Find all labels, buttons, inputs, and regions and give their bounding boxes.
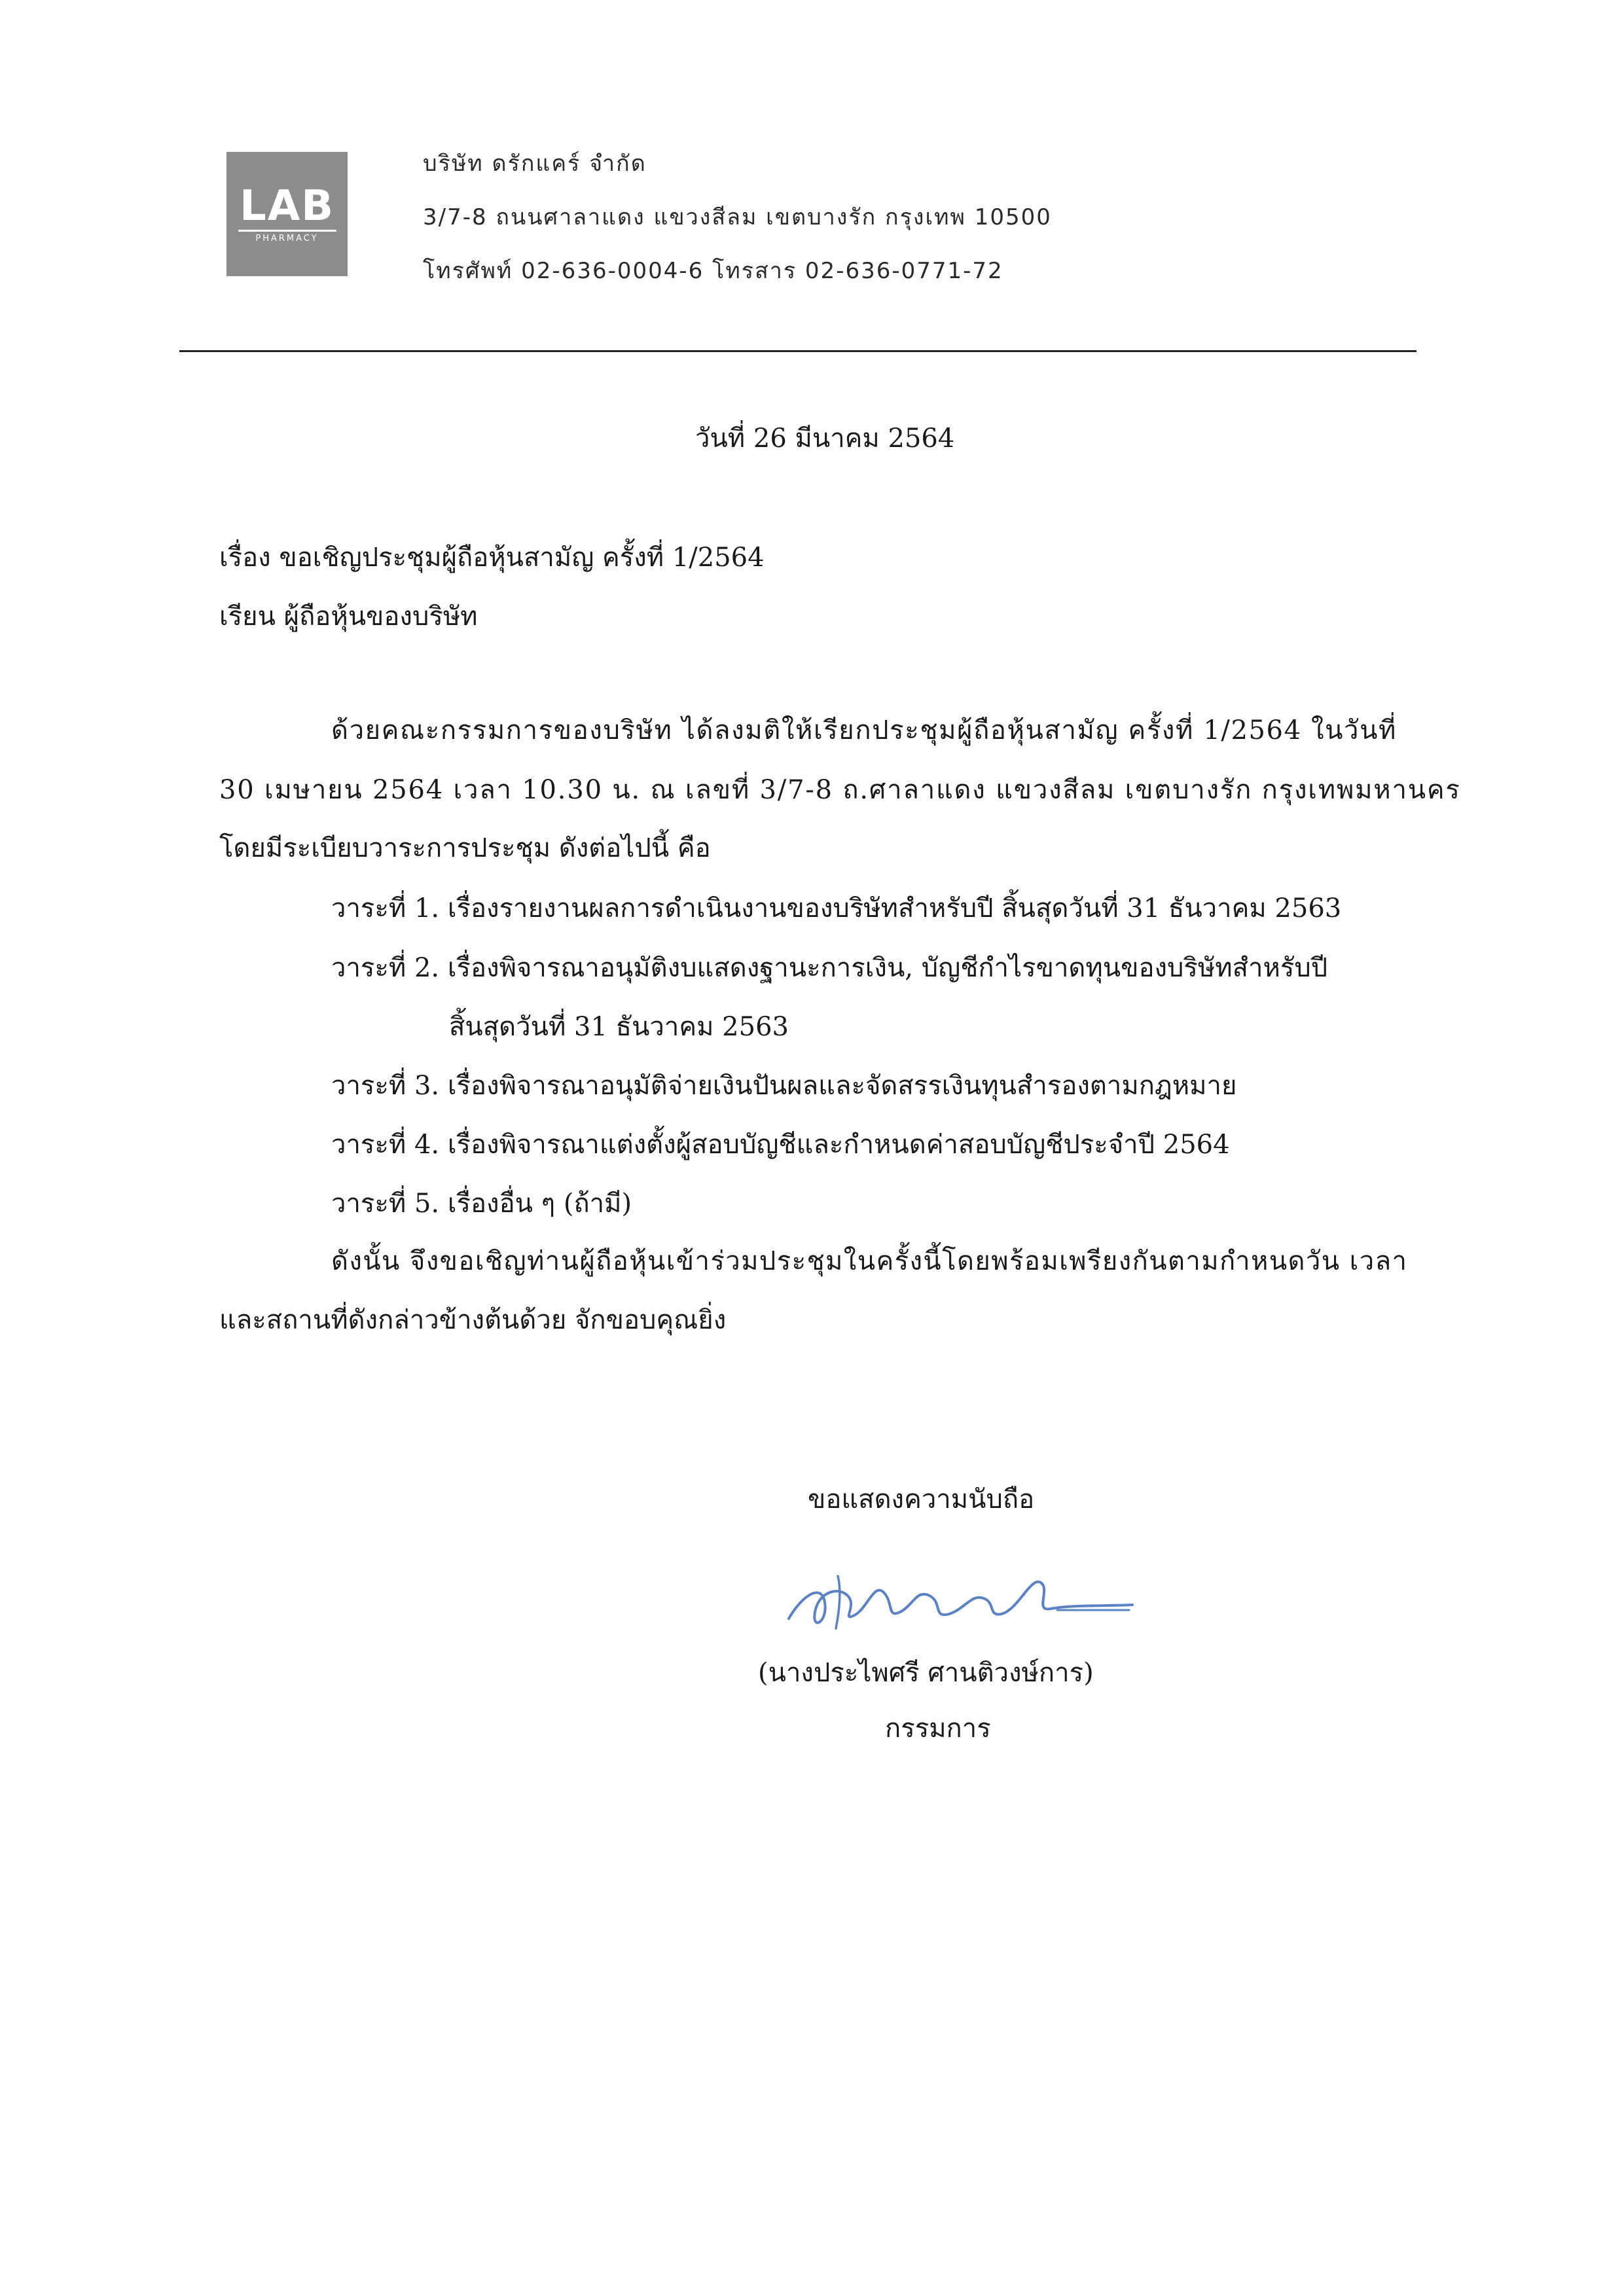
signer-name: (นางประไพศรี ศานติวงษ์การ) — [758, 1658, 1094, 1688]
agenda-item-2: วาระที่ 2. เรื่องพิจารณาอนุมัติงบแสดงฐานะการเงิน, บัญชีกำไรขาดทุนของบริษัทสำหรับปี — [331, 953, 1328, 983]
signature-icon — [776, 1556, 1142, 1641]
logo-sub-text: PHARMACY — [238, 230, 336, 243]
body-line-2: 30 เมษายน 2564 เวลา 10.30 น. ณ เลขที่ 3/7-8 ถ.ศาลาแดง แขวงสีลม เขตบางรัก กรุงเทพมหานคร — [219, 775, 1461, 805]
letter-recipient: เรียน ผู้ถือหุ้นของบริษัท — [219, 601, 478, 632]
body-line-1: ด้วยคณะกรรมการของบริษัท ได้ลงมติให้เรียกประชุมผู้ถือหุ้นสามัญ ครั้งที่ 1/2564 ในวันที่ — [331, 715, 1398, 745]
sign-off: ขอแสดงความนับถือ — [808, 1484, 1035, 1515]
closing-line-1: ดังนั้น จึงขอเชิญท่านผู้ถือหุ้นเข้าร่วมประชุมในครั้งนี้โดยพร้อมเพรียงกันตามกำหนดวัน เวลา — [331, 1246, 1408, 1276]
agenda-item-2-cont: สิ้นสุดวันที่ 31 ธันวาคม 2563 — [449, 1012, 789, 1042]
company-address: 3/7-8 ถนนศาลาแดง แขวงสีลม เขตบางรัก กรุงเทพ 10500 — [423, 204, 1052, 230]
closing-line-2: และสถานที่ดังกล่าวข้างต้นด้วย จักขอบคุณยิ่ง — [219, 1305, 727, 1335]
company-logo — [226, 152, 348, 276]
body-line-3: โดยมีระเบียบวาระการประชุม ดังต่อไปนี้ คือ — [219, 833, 711, 863]
agenda-item-5: วาระที่ 5. เรื่องอื่น ๆ (ถ้ามี) — [331, 1189, 632, 1219]
company-name: บริษัท ดรักแคร์ จำกัด — [423, 151, 647, 177]
agenda-item-4: วาระที่ 4. เรื่องพิจารณาแต่งตั้งผู้สอบบัญชีและกำหนดค่าสอบบัญชีประจำปี 2564 — [331, 1130, 1230, 1160]
header-divider — [179, 350, 1416, 352]
logo-main-text: LAB — [239, 181, 335, 230]
letter-subject: เรื่อง ขอเชิญประชุมผู้ถือหุ้นสามัญ ครั้งที่ 1/2564 — [219, 543, 765, 573]
agenda-item-1: วาระที่ 1. เรื่องรายงานผลการดำเนินงานของบริษัทสำหรับปี สิ้นสุดวันที่ 31 ธันวาคม 2563 — [331, 893, 1342, 924]
agenda-item-3: วาระที่ 3. เรื่องพิจารณาอนุมัติจ่ายเงินปันผลและจัดสรรเงินทุนสำรองตามกฎหมาย — [331, 1071, 1237, 1101]
signer-title: กรรมการ — [885, 1713, 991, 1744]
company-contact: โทรศัพท์ 02-636-0004-6 โทรสาร 02-636-0771-72 — [423, 258, 1003, 284]
letter-date: วันที่ 26 มีนาคม 2564 — [695, 423, 955, 454]
